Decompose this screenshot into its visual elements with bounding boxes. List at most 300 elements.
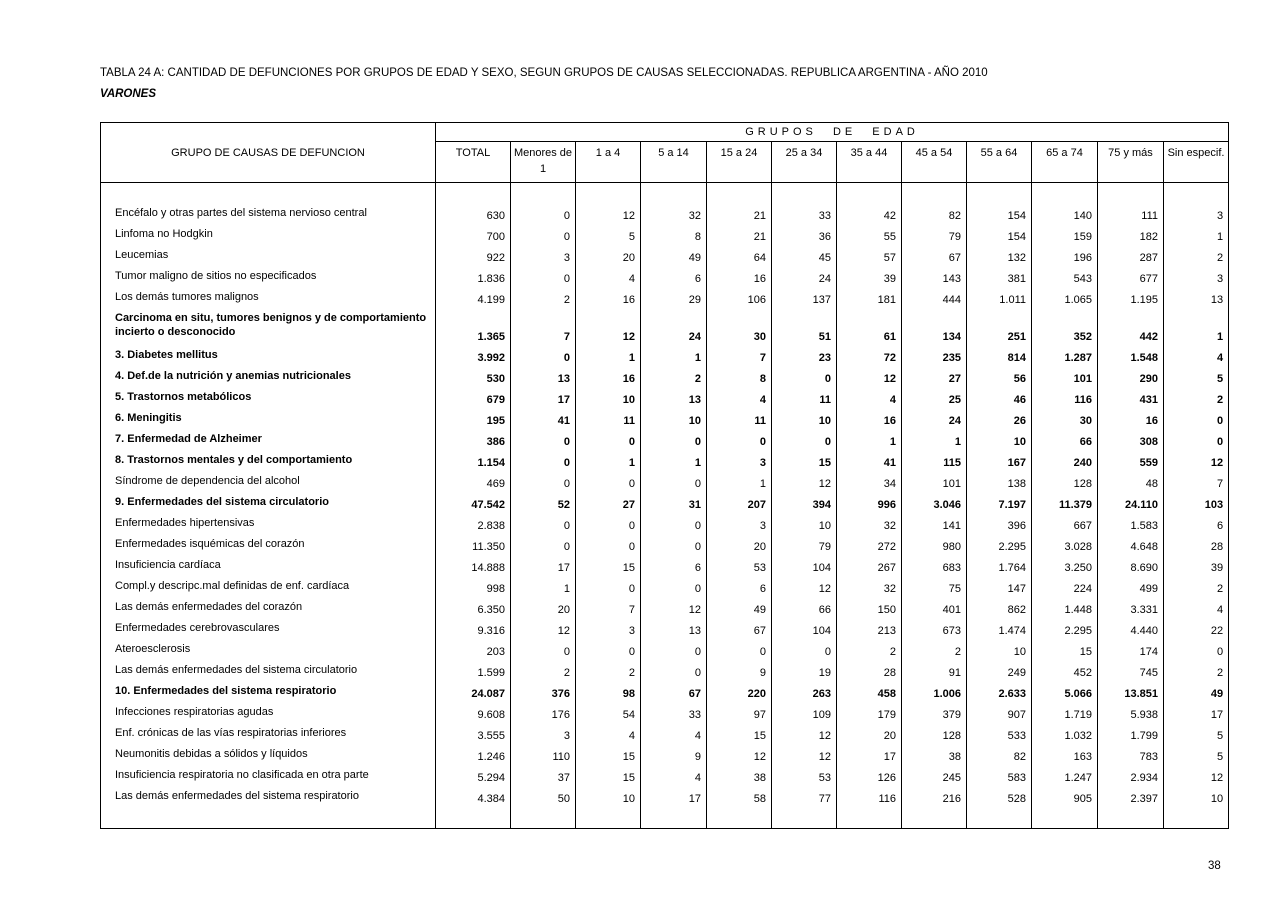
row-value: 3.028 (1032, 535, 1098, 556)
row-value: 12 (707, 745, 772, 766)
row-value: 0 (772, 430, 837, 451)
row-value: 24 (902, 409, 967, 430)
table-row (101, 724, 1229, 745)
row-value: 1.032 (1032, 724, 1098, 745)
row-value: 17 (641, 787, 707, 808)
row-value: 381 (967, 267, 1032, 288)
row-value: 1.365 (436, 309, 511, 346)
row-value: 28 (837, 661, 902, 682)
row-label: Enf. crónicas de las vías respiratorias inferiores (115, 726, 347, 739)
row-value: 7 (511, 309, 576, 346)
row-value: 905 (1032, 787, 1098, 808)
row-value: 7 (707, 346, 772, 367)
row-value: 57 (837, 246, 902, 267)
row-value: 11.379 (1032, 493, 1098, 514)
row-value: 8 (707, 367, 772, 388)
column-header: 5 a 14 (641, 142, 707, 183)
row-value: 0 (511, 535, 576, 556)
table-row (101, 409, 1229, 430)
table-row (101, 556, 1229, 577)
column-header: Sin especif. (1164, 142, 1229, 183)
row-value: 0 (576, 535, 641, 556)
column-header: 45 a 54 (902, 142, 967, 183)
row-value: 0 (641, 514, 707, 535)
row-value: 54 (576, 703, 641, 724)
row-value: 32 (837, 577, 902, 598)
row-value: 154 (967, 204, 1032, 225)
row-value: 1 (1164, 225, 1229, 246)
row-value: 4 (1164, 346, 1229, 367)
row-value: 109 (772, 703, 837, 724)
row-value: 16 (1098, 409, 1164, 430)
row-label: 3. Diabetes mellitus (115, 348, 218, 361)
row-value: 196 (1032, 246, 1098, 267)
row-value: 10 (967, 640, 1032, 661)
row-value: 12 (1164, 451, 1229, 472)
row-value: 4.440 (1098, 619, 1164, 640)
row-value: 203 (436, 640, 511, 661)
row-label: 10. Enfermedades del sistema respiratorio (115, 684, 337, 697)
row-value: 0 (511, 267, 576, 288)
row-value: 13 (511, 367, 576, 388)
row-value: 4 (837, 388, 902, 409)
row-value: 53 (707, 556, 772, 577)
row-value: 8 (641, 225, 707, 246)
row-value: 0 (707, 430, 772, 451)
row-value: 7 (576, 598, 641, 619)
row-value: 134 (902, 309, 967, 346)
row-value: 11 (707, 409, 772, 430)
row-value: 249 (967, 661, 1032, 682)
deaths-by-age-table (100, 122, 1229, 829)
row-value: 980 (902, 535, 967, 556)
row-value: 2.295 (967, 535, 1032, 556)
row-value: 10 (772, 409, 837, 430)
row-value: 1.599 (436, 661, 511, 682)
row-label: 8. Trastornos mentales y del comportamiento (115, 453, 353, 466)
row-value: 528 (967, 787, 1032, 808)
row-value: 154 (967, 225, 1032, 246)
row-value: 0 (772, 640, 837, 661)
row-label: Neumonitis debidas a sólidos y líquidos (115, 747, 308, 760)
row-value: 2.295 (1032, 619, 1098, 640)
row-value: 1.474 (967, 619, 1032, 640)
row-value: 6.350 (436, 598, 511, 619)
row-value: 12 (772, 745, 837, 766)
row-value: 12 (772, 724, 837, 745)
row-value: 17 (1164, 703, 1229, 724)
row-label: Insuficiencia respiratoria no clasificada en otra parte (115, 768, 369, 781)
row-value: 9 (707, 661, 772, 682)
row-value: 499 (1098, 577, 1164, 598)
row-value: 52 (511, 493, 576, 514)
row-value: 2 (641, 367, 707, 388)
row-value: 4 (707, 388, 772, 409)
row-value: 82 (967, 745, 1032, 766)
cause-column-header: GRUPO DE CAUSAS DE DEFUNCION (101, 123, 436, 183)
row-value: 13 (641, 619, 707, 640)
table-row (101, 225, 1229, 246)
row-value: 137 (772, 288, 837, 309)
row-value: 4 (641, 724, 707, 745)
row-value: 0 (641, 472, 707, 493)
row-value: 287 (1098, 246, 1164, 267)
row-value: 240 (1032, 451, 1098, 472)
row-value: 141 (902, 514, 967, 535)
bottom-spacer-row (101, 808, 1229, 829)
row-value: 401 (902, 598, 967, 619)
row-value: 1 (902, 430, 967, 451)
row-value: 25 (902, 388, 967, 409)
row-value: 64 (707, 246, 772, 267)
row-value: 17 (837, 745, 902, 766)
row-value: 700 (436, 225, 511, 246)
row-value: 176 (511, 703, 576, 724)
row-value: 33 (641, 703, 707, 724)
row-value: 2 (511, 661, 576, 682)
row-value: 116 (1032, 388, 1098, 409)
row-value: 132 (967, 246, 1032, 267)
row-value: 13 (641, 388, 707, 409)
row-label: Las demás enfermedades del sistema circulatorio (115, 663, 358, 676)
row-label: Enfermedades hipertensivas (115, 516, 255, 529)
row-value: 862 (967, 598, 1032, 619)
row-value: 20 (576, 246, 641, 267)
row-label: Síndrome de dependencia del alcohol (115, 474, 300, 487)
row-value: 1.011 (967, 288, 1032, 309)
row-value: 3 (511, 724, 576, 745)
row-value: 15 (707, 724, 772, 745)
row-value: 583 (967, 766, 1032, 787)
row-value: 12 (837, 367, 902, 388)
row-value: 0 (576, 640, 641, 661)
row-value: 126 (837, 766, 902, 787)
row-value: 3.992 (436, 346, 511, 367)
row-value: 21 (707, 204, 772, 225)
table-row (101, 388, 1229, 409)
table-row (101, 493, 1229, 514)
row-value: 0 (511, 430, 576, 451)
row-value: 3 (511, 246, 576, 267)
row-value: 0 (511, 451, 576, 472)
table-row (101, 703, 1229, 724)
table-row (101, 367, 1229, 388)
row-value: 16 (837, 409, 902, 430)
row-value: 379 (902, 703, 967, 724)
row-value: 396 (967, 514, 1032, 535)
row-value: 0 (576, 430, 641, 451)
page-subtitle: VARONES (100, 88, 157, 100)
row-value: 104 (772, 556, 837, 577)
row-value: 55 (837, 225, 902, 246)
row-value: 3 (707, 514, 772, 535)
row-value: 49 (1164, 682, 1229, 703)
row-value: 352 (1032, 309, 1098, 346)
row-value: 2 (576, 661, 641, 682)
row-value: 745 (1098, 661, 1164, 682)
table-row (101, 309, 1229, 346)
row-label: Carcinoma en situ, tumores benignos y de comportamiento incierto o desconocido (115, 311, 427, 338)
row-value: 0 (641, 535, 707, 556)
table-row (101, 246, 1229, 267)
row-value: 673 (902, 619, 967, 640)
row-value: 7.197 (967, 493, 1032, 514)
table-row (101, 577, 1229, 598)
row-value: 32 (641, 204, 707, 225)
row-value: 91 (902, 661, 967, 682)
row-value: 1 (576, 346, 641, 367)
row-value: 1 (641, 451, 707, 472)
row-value: 24.087 (436, 682, 511, 703)
row-value: 101 (1032, 367, 1098, 388)
row-value: 0 (511, 514, 576, 535)
row-value: 6 (641, 267, 707, 288)
table-row (101, 430, 1229, 451)
row-value: 37 (511, 766, 576, 787)
table-row (101, 288, 1229, 309)
row-value: 386 (436, 430, 511, 451)
row-value: 220 (707, 682, 772, 703)
row-value: 29 (641, 288, 707, 309)
row-value: 21 (707, 225, 772, 246)
row-value: 174 (1098, 640, 1164, 661)
row-value: 195 (436, 409, 511, 430)
row-value: 26 (967, 409, 1032, 430)
row-value: 41 (837, 451, 902, 472)
row-value: 0 (511, 204, 576, 225)
row-value: 167 (967, 451, 1032, 472)
row-value: 34 (837, 472, 902, 493)
row-value: 1.287 (1032, 346, 1098, 367)
row-label: Las demás enfermedades del sistema respiratorio (115, 789, 359, 802)
row-value: 6 (707, 577, 772, 598)
row-value: 6 (641, 556, 707, 577)
row-value: 5.938 (1098, 703, 1164, 724)
row-value: 2 (837, 640, 902, 661)
column-header: TOTAL (436, 142, 511, 183)
age-groups-header: GRUPOS DE EDAD (436, 123, 1229, 142)
row-value: 39 (1164, 556, 1229, 577)
row-value: 213 (837, 619, 902, 640)
row-value: 4 (576, 724, 641, 745)
row-value: 30 (707, 309, 772, 346)
row-value: 13 (1164, 288, 1229, 309)
row-value: 677 (1098, 267, 1164, 288)
row-value: 0 (641, 577, 707, 598)
row-value: 36 (772, 225, 837, 246)
row-value: 1.448 (1032, 598, 1098, 619)
row-value: 32 (837, 514, 902, 535)
row-value: 15 (772, 451, 837, 472)
row-value: 9.608 (436, 703, 511, 724)
column-header: 55 a 64 (967, 142, 1032, 183)
row-value: 1.247 (1032, 766, 1098, 787)
row-value: 12 (511, 619, 576, 640)
row-value: 61 (837, 309, 902, 346)
row-label: Las demás enfermedades del corazón (115, 600, 303, 613)
row-value: 7 (1164, 472, 1229, 493)
row-value: 2 (1164, 246, 1229, 267)
row-value: 679 (436, 388, 511, 409)
row-value: 8.690 (1098, 556, 1164, 577)
row-value: 2 (902, 640, 967, 661)
row-value: 0 (772, 367, 837, 388)
page-title: TABLA 24 A: CANTIDAD DE DEFUNCIONES POR GRUPOS DE EDAD Y SEXO, SEGUN GRUPOS DE CAUSAS SELECCIONADAS. REPUBLICA ARGENTINA - AÑO 2010 (100, 67, 988, 79)
row-value: 394 (772, 493, 837, 514)
row-value: 20 (511, 598, 576, 619)
row-value: 79 (902, 225, 967, 246)
row-value: 115 (902, 451, 967, 472)
table-row (101, 745, 1229, 766)
row-value: 998 (436, 577, 511, 598)
row-value: 2.633 (967, 682, 1032, 703)
row-value: 13.851 (1098, 682, 1164, 703)
row-value: 0 (1164, 640, 1229, 661)
row-value: 101 (902, 472, 967, 493)
table-row (101, 472, 1229, 493)
row-value: 922 (436, 246, 511, 267)
row-value: 3 (576, 619, 641, 640)
row-value: 97 (707, 703, 772, 724)
row-value: 9.316 (436, 619, 511, 640)
row-value: 0 (576, 577, 641, 598)
row-value: 1 (641, 346, 707, 367)
row-value: 75 (902, 577, 967, 598)
row-value: 10 (967, 430, 1032, 451)
row-label: 5. Trastornos metabólicos (115, 390, 252, 403)
row-value: 3 (1164, 204, 1229, 225)
row-value: 38 (902, 745, 967, 766)
row-value: 1.195 (1098, 288, 1164, 309)
row-value: 179 (837, 703, 902, 724)
row-value: 3.250 (1032, 556, 1098, 577)
row-value: 10 (641, 409, 707, 430)
row-value: 4.199 (436, 288, 511, 309)
row-value: 46 (967, 388, 1032, 409)
row-label: Enfermedades cerebrovasculares (115, 621, 280, 634)
row-value: 150 (837, 598, 902, 619)
table-row (101, 598, 1229, 619)
row-value: 667 (1032, 514, 1098, 535)
row-value: 15 (1032, 640, 1098, 661)
row-value: 1.548 (1098, 346, 1164, 367)
row-value: 814 (967, 346, 1032, 367)
row-value: 533 (967, 724, 1032, 745)
row-value: 267 (837, 556, 902, 577)
row-label: Compl.y descripc.mal definidas de enf. cardíaca (115, 579, 350, 592)
row-value: 67 (641, 682, 707, 703)
row-value: 308 (1098, 430, 1164, 451)
row-value: 51 (772, 309, 837, 346)
row-value: 216 (902, 787, 967, 808)
row-value: 58 (707, 787, 772, 808)
row-value: 53 (772, 766, 837, 787)
row-value: 103 (1164, 493, 1229, 514)
table-row (101, 766, 1229, 787)
row-value: 3.046 (902, 493, 967, 514)
row-value: 20 (707, 535, 772, 556)
row-value: 3.555 (436, 724, 511, 745)
row-value: 38 (707, 766, 772, 787)
row-value: 17 (511, 388, 576, 409)
column-header: 75 y más (1098, 142, 1164, 183)
row-value: 12 (1164, 766, 1229, 787)
row-label: Linfoma no Hodgkin (115, 227, 213, 240)
table-row (101, 267, 1229, 288)
row-value: 1.065 (1032, 288, 1098, 309)
row-value: 3 (707, 451, 772, 472)
row-value: 10 (772, 514, 837, 535)
column-header: Menores de 1 (511, 142, 576, 183)
row-value: 458 (837, 682, 902, 703)
row-value: 66 (772, 598, 837, 619)
row-label: Encéfalo y otras partes del sistema nervioso central (115, 206, 367, 219)
row-value: 0 (1164, 430, 1229, 451)
column-header: 1 a 4 (576, 142, 641, 183)
row-value: 24 (772, 267, 837, 288)
row-value: 0 (511, 346, 576, 367)
table-row (101, 787, 1229, 808)
row-value: 2 (1164, 577, 1229, 598)
table-row (101, 682, 1229, 703)
row-value: 116 (837, 787, 902, 808)
table-row (101, 640, 1229, 661)
row-value: 22 (1164, 619, 1229, 640)
row-value: 907 (967, 703, 1032, 724)
row-value: 1 (707, 472, 772, 493)
row-label: Los demás tumores malignos (115, 290, 259, 303)
table-row (101, 619, 1229, 640)
row-value: 138 (967, 472, 1032, 493)
row-value: 263 (772, 682, 837, 703)
row-value: 159 (1032, 225, 1098, 246)
table-row (101, 535, 1229, 556)
row-value: 12 (772, 472, 837, 493)
row-value: 783 (1098, 745, 1164, 766)
row-value: 4 (641, 766, 707, 787)
row-value: 56 (967, 367, 1032, 388)
table-row (101, 661, 1229, 682)
row-value: 469 (436, 472, 511, 493)
row-value: 0 (1164, 409, 1229, 430)
row-value: 110 (511, 745, 576, 766)
row-value: 28 (1164, 535, 1229, 556)
row-value: 235 (902, 346, 967, 367)
row-value: 12 (772, 577, 837, 598)
row-value: 224 (1032, 577, 1098, 598)
row-value: 16 (576, 288, 641, 309)
row-value: 559 (1098, 451, 1164, 472)
group-header-row (101, 123, 1229, 142)
row-value: 1 (576, 451, 641, 472)
row-value: 1.799 (1098, 724, 1164, 745)
row-value: 10 (1164, 787, 1229, 808)
row-value: 630 (436, 204, 511, 225)
row-value: 530 (436, 367, 511, 388)
row-value: 1 (837, 430, 902, 451)
row-value: 15 (576, 556, 641, 577)
row-value: 12 (641, 598, 707, 619)
row-value: 272 (837, 535, 902, 556)
row-value: 30 (1032, 409, 1098, 430)
row-value: 16 (576, 367, 641, 388)
table-row (101, 346, 1229, 367)
row-value: 543 (1032, 267, 1098, 288)
row-value: 48 (1098, 472, 1164, 493)
row-value: 5 (1164, 724, 1229, 745)
row-value: 11 (772, 388, 837, 409)
row-label: Ateroesclerosis (115, 642, 191, 655)
